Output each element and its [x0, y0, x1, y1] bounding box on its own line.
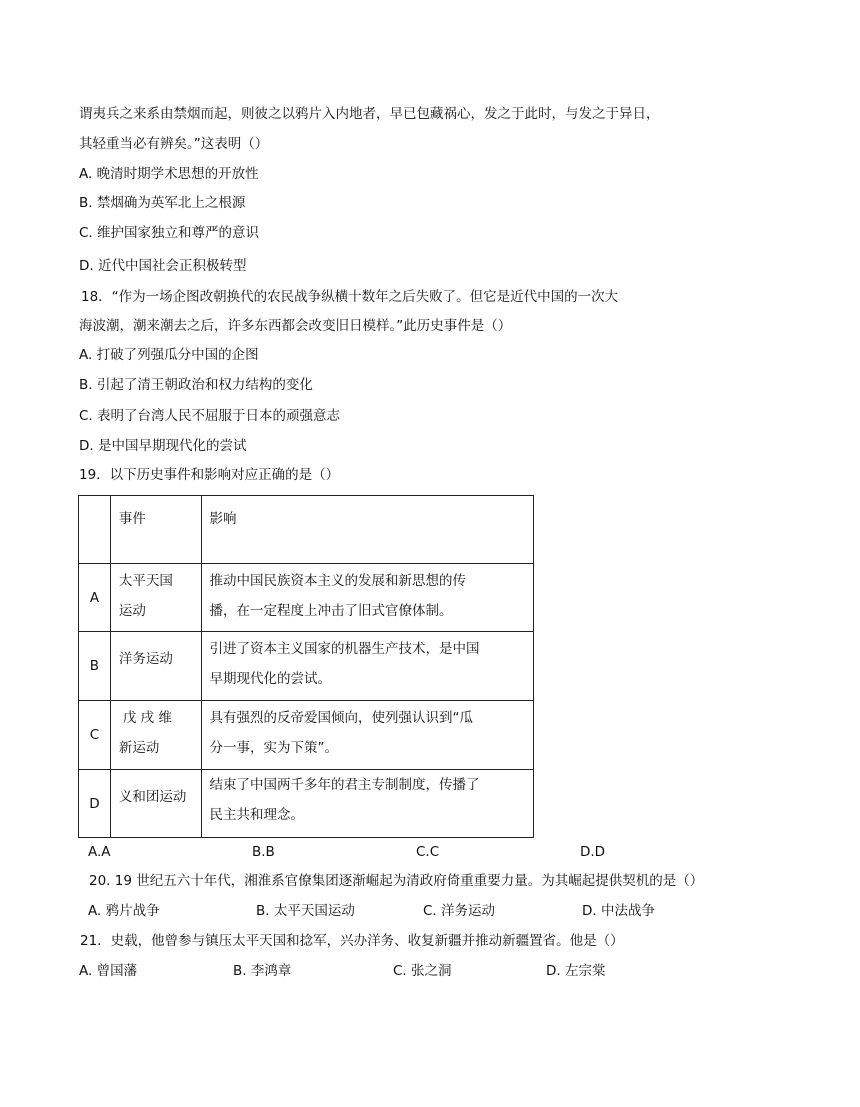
q18-option-c: C. 表明了台湾人民不屈服于日本的顽强意志: [79, 408, 341, 424]
q21-option-d: D. 左宗棠: [546, 963, 606, 979]
row-effect-cell: [201, 632, 533, 701]
q21-option-a: A. 曾国藩: [79, 963, 138, 979]
row-effect-cell: [201, 770, 533, 838]
row-event-cell: [110, 564, 201, 632]
row-letter: C: [89, 727, 100, 743]
header-effect-label: 影响: [209, 511, 237, 527]
q21-stem: 21．史载，他曾参与镇压太平天国和捻军，兴办洋务、收复新疆并推动新疆置省。他是（）: [80, 933, 624, 949]
q18-stem-line-1: 18．“作为一场企图改朝换代的农民战争纵横十数年之后失败了。但它是近代中国的一次大: [81, 289, 619, 305]
row-effect-cell: [201, 564, 533, 632]
row-event-line-2: 运动: [118, 603, 146, 619]
q20-option-b: B. 太平天国运动: [256, 903, 355, 919]
q17-stem-line-2: 其轻重当必有辨矣。”这表明（）: [79, 136, 269, 152]
header-event-label: 事件: [118, 511, 146, 527]
q19-option-a: A.A: [88, 844, 111, 860]
row-event-line-1: 洋务运动: [118, 651, 173, 667]
q21-option-b: B. 李鸿章: [233, 963, 292, 979]
q19-option-c: C.C: [416, 844, 440, 860]
row-letter: B: [89, 658, 100, 674]
row-letter-cell: [79, 770, 111, 838]
q17-option-c: C. 维护国家独立和尊严的意识: [79, 225, 260, 241]
q20-option-a: A. 鸦片战争: [88, 903, 160, 919]
row-effect-line-2: 播，在一定程度上冲击了旧式官僚体制。: [209, 603, 453, 619]
q17-stem-line-1: 谓夷兵之来系由禁烟而起，则彼之以鸦片入内地者，早已包藏祸心，发之于此时，与发之于异日，: [79, 106, 660, 122]
row-event-line-1: 戊 戌 维: [122, 710, 172, 726]
table-row: [79, 632, 534, 701]
table-row: [79, 770, 534, 838]
q18-option-b: B. 引起了清王朝政治和权力结构的变化: [79, 377, 313, 393]
header-event-cell: [110, 496, 201, 564]
q18-stem-line-2: 海波潮，潮来潮去之后，许多东西都会改变旧日模样。”此历史事件是（）: [79, 318, 512, 334]
q19-table: [78, 495, 534, 838]
table-row: [79, 564, 534, 632]
q19-stem: 19．以下历史事件和影响对应正确的是（）: [79, 467, 340, 483]
q20-stem: 20. 19 世纪五六十年代，湘淮系官僚集团逐渐崛起为清政府倚重重要力量。为其崛起提供契机的是（）: [89, 873, 704, 889]
row-event-line-2: 新运动: [118, 740, 160, 756]
row-letter-cell: [79, 564, 111, 632]
row-letter-cell: [79, 632, 111, 701]
q21-option-c: C. 张之洞: [393, 963, 452, 979]
q17-option-d: D. 近代中国社会正积极转型: [79, 258, 247, 274]
table-row: [79, 701, 534, 770]
row-letter-cell: [79, 701, 111, 770]
row-effect-line-2: 民主共和理念。: [209, 807, 305, 823]
q18-option-a: A. 打破了列强瓜分中国的企图: [79, 347, 259, 363]
table-header-row: [79, 496, 534, 564]
row-event-cell: [110, 701, 201, 770]
row-letter: D: [89, 795, 100, 812]
row-effect-line-1: 引进了资本主义国家的机器生产技术，是中国: [209, 641, 480, 657]
row-letter: A: [89, 589, 100, 606]
q20-option-d: D. 中法战争: [582, 903, 655, 919]
row-effect-cell: [201, 701, 533, 770]
q19-option-d: D.D: [580, 844, 606, 860]
row-effect-line-2: 早期现代化的尝试。: [209, 671, 332, 687]
row-event-cell: [110, 632, 201, 701]
row-event-cell: [110, 770, 201, 838]
row-event-line-1: 义和团运动: [118, 789, 187, 805]
row-effect-line-1: 推动中国民族资本主义的发展和新思想的传: [209, 573, 467, 589]
header-blank-cell: [79, 496, 111, 564]
q17-option-a: A. 晚清时期学术思想的开放性: [79, 166, 259, 182]
q20-option-c: C. 洋务运动: [423, 903, 496, 919]
q18-option-d: D. 是中国早期现代化的尝试: [79, 438, 247, 454]
row-effect-line-2: 分一事，实为下策”。: [209, 740, 339, 756]
row-effect-line-1: 具有强烈的反帝爱国倾向，使列强认识到“瓜: [209, 710, 474, 726]
q17-option-b: B. 禁烟确为英军北上之根源: [79, 195, 246, 211]
row-event-line-1: 太平天国: [118, 573, 173, 589]
row-effect-line-1: 结束了中国两千多年的君主专制制度，传播了: [209, 777, 480, 793]
header-effect-cell: [201, 496, 533, 564]
q19-option-b: B.B: [252, 844, 275, 860]
